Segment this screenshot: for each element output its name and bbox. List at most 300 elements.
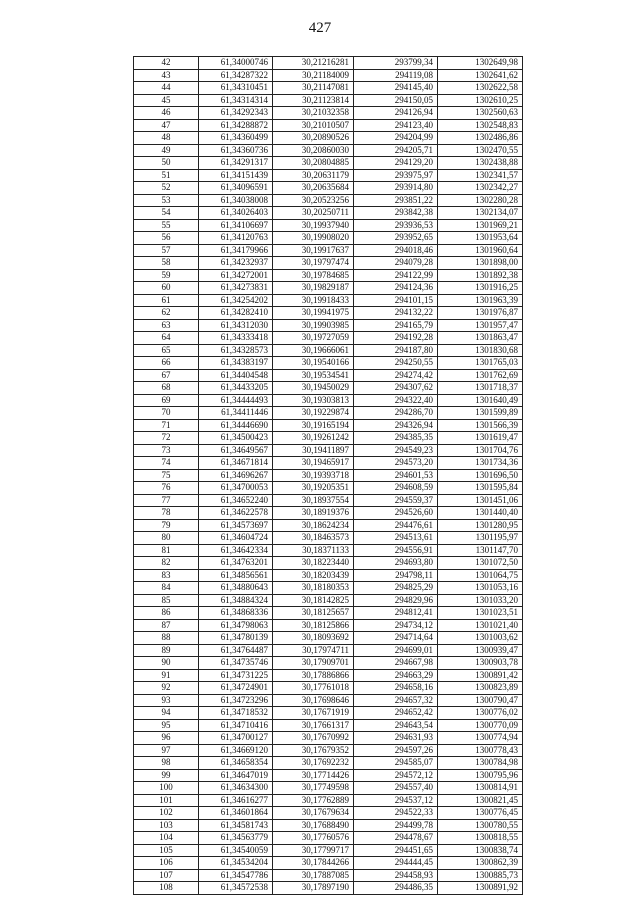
- point-number-cell: 42: [134, 57, 199, 70]
- point-number-cell: 68: [134, 382, 199, 395]
- x-coordinate-cell: 293851,22: [354, 194, 438, 207]
- y-coordinate-cell: 1301969,21: [438, 219, 523, 232]
- latitude-cell: 61,34404548: [199, 369, 273, 382]
- longitude-cell: 30,19393718: [273, 469, 354, 482]
- longitude-cell: 30,21010507: [273, 119, 354, 132]
- longitude-cell: 30,19727059: [273, 332, 354, 345]
- latitude-cell: 61,34601864: [199, 807, 273, 820]
- x-coordinate-cell: 294513,61: [354, 532, 438, 545]
- point-number-cell: 77: [134, 494, 199, 507]
- table-row: [134, 244, 523, 257]
- x-coordinate-cell: 294798,11: [354, 569, 438, 582]
- y-coordinate-cell: 1300814,91: [438, 782, 523, 795]
- x-coordinate-cell: 294667,98: [354, 657, 438, 670]
- x-coordinate-cell: 294597,26: [354, 744, 438, 757]
- x-coordinate-cell: 294119,08: [354, 69, 438, 82]
- x-coordinate-cell: 294714,64: [354, 632, 438, 645]
- x-coordinate-cell: 293952,65: [354, 232, 438, 245]
- x-coordinate-cell: 294663,29: [354, 669, 438, 682]
- x-coordinate-cell: 294150,05: [354, 94, 438, 107]
- table-row: [134, 144, 523, 157]
- longitude-cell: 30,18093692: [273, 632, 354, 645]
- table-row: [134, 332, 523, 345]
- longitude-cell: 30,19540166: [273, 357, 354, 370]
- y-coordinate-cell: 1301595,84: [438, 482, 523, 495]
- y-coordinate-cell: 1301021,40: [438, 619, 523, 632]
- point-number-cell: 70: [134, 407, 199, 420]
- y-coordinate-cell: 1301619,47: [438, 432, 523, 445]
- table-row: [134, 707, 523, 720]
- longitude-cell: 30,17887085: [273, 869, 354, 882]
- x-coordinate-cell: 294018,46: [354, 244, 438, 257]
- table-row: [134, 194, 523, 207]
- latitude-cell: 61,34534204: [199, 857, 273, 870]
- point-number-cell: 95: [134, 719, 199, 732]
- longitude-cell: 30,17749598: [273, 782, 354, 795]
- point-number-cell: 58: [134, 257, 199, 270]
- x-coordinate-cell: 294585,07: [354, 757, 438, 770]
- table-row: [134, 832, 523, 845]
- latitude-cell: 61,34573697: [199, 519, 273, 532]
- longitude-cell: 30,19303813: [273, 394, 354, 407]
- y-coordinate-cell: 1301957,47: [438, 319, 523, 332]
- x-coordinate-cell: 294526,60: [354, 507, 438, 520]
- latitude-cell: 61,34314314: [199, 94, 273, 107]
- y-coordinate-cell: 1300885,73: [438, 869, 523, 882]
- table-row: [134, 594, 523, 607]
- y-coordinate-cell: 1300821,45: [438, 794, 523, 807]
- table-row: [134, 519, 523, 532]
- x-coordinate-cell: 294145,40: [354, 82, 438, 95]
- x-coordinate-cell: 294829,96: [354, 594, 438, 607]
- latitude-cell: 61,34000746: [199, 57, 273, 70]
- y-coordinate-cell: 1301033,20: [438, 594, 523, 607]
- table-row: [134, 82, 523, 95]
- x-coordinate-cell: 294499,78: [354, 819, 438, 832]
- point-number-cell: 89: [134, 644, 199, 657]
- latitude-cell: 61,34500423: [199, 432, 273, 445]
- latitude-cell: 61,34647019: [199, 769, 273, 782]
- point-number-cell: 90: [134, 657, 199, 670]
- longitude-cell: 30,18203439: [273, 569, 354, 582]
- longitude-cell: 30,19908020: [273, 232, 354, 245]
- latitude-cell: 61,34292343: [199, 107, 273, 120]
- latitude-cell: 61,34411446: [199, 407, 273, 420]
- x-coordinate-cell: 294458,93: [354, 869, 438, 882]
- table-row: [134, 169, 523, 182]
- point-number-cell: 93: [134, 694, 199, 707]
- table-row: [134, 307, 523, 320]
- x-coordinate-cell: 294250,55: [354, 357, 438, 370]
- latitude-cell: 61,34718532: [199, 707, 273, 720]
- table-row: [134, 282, 523, 295]
- y-coordinate-cell: 1302560,63: [438, 107, 523, 120]
- longitude-cell: 30,21184009: [273, 69, 354, 82]
- point-number-cell: 86: [134, 607, 199, 620]
- table-row: [134, 219, 523, 232]
- longitude-cell: 30,18223440: [273, 557, 354, 570]
- latitude-cell: 61,34287322: [199, 69, 273, 82]
- x-coordinate-cell: 293799,34: [354, 57, 438, 70]
- y-coordinate-cell: 1301280,95: [438, 519, 523, 532]
- x-coordinate-cell: 294322,40: [354, 394, 438, 407]
- x-coordinate-cell: 294825,29: [354, 582, 438, 595]
- table-row: [134, 257, 523, 270]
- y-coordinate-cell: 1301863,47: [438, 332, 523, 345]
- latitude-cell: 61,34273831: [199, 282, 273, 295]
- latitude-cell: 61,34272001: [199, 269, 273, 282]
- point-number-cell: 75: [134, 469, 199, 482]
- y-coordinate-cell: 1302342,27: [438, 182, 523, 195]
- latitude-cell: 61,34282410: [199, 307, 273, 320]
- latitude-cell: 61,34291317: [199, 157, 273, 170]
- x-coordinate-cell: 294652,42: [354, 707, 438, 720]
- y-coordinate-cell: 1302438,88: [438, 157, 523, 170]
- latitude-cell: 61,34710416: [199, 719, 273, 732]
- y-coordinate-cell: 1301053,16: [438, 582, 523, 595]
- table-row: [134, 719, 523, 732]
- x-coordinate-cell: 293914,80: [354, 182, 438, 195]
- point-number-cell: 67: [134, 369, 199, 382]
- point-number-cell: 104: [134, 832, 199, 845]
- x-coordinate-cell: 294608,59: [354, 482, 438, 495]
- y-coordinate-cell: 1302548,83: [438, 119, 523, 132]
- longitude-cell: 30,19829187: [273, 282, 354, 295]
- x-coordinate-cell: 294478,67: [354, 832, 438, 845]
- latitude-cell: 61,34433205: [199, 382, 273, 395]
- y-coordinate-cell: 1301003,62: [438, 632, 523, 645]
- y-coordinate-cell: 1301072,50: [438, 557, 523, 570]
- point-number-cell: 56: [134, 232, 199, 245]
- table-row: [134, 419, 523, 432]
- latitude-cell: 61,34780139: [199, 632, 273, 645]
- latitude-cell: 61,34723296: [199, 694, 273, 707]
- longitude-cell: 30,18125657: [273, 607, 354, 620]
- longitude-cell: 30,18937554: [273, 494, 354, 507]
- longitude-cell: 30,19534541: [273, 369, 354, 382]
- point-number-cell: 78: [134, 507, 199, 520]
- y-coordinate-cell: 1300784,98: [438, 757, 523, 770]
- latitude-cell: 61,34310451: [199, 82, 273, 95]
- x-coordinate-cell: 294812,41: [354, 607, 438, 620]
- table-row: [134, 569, 523, 582]
- x-coordinate-cell: 294274,42: [354, 369, 438, 382]
- table-row: [134, 844, 523, 857]
- x-coordinate-cell: 294204,99: [354, 132, 438, 145]
- x-coordinate-cell: 294537,12: [354, 794, 438, 807]
- point-number-cell: 108: [134, 882, 199, 895]
- y-coordinate-cell: 1300862,39: [438, 857, 523, 870]
- longitude-cell: 30,19205351: [273, 482, 354, 495]
- coordinates-table: [133, 56, 523, 895]
- table-row: [134, 669, 523, 682]
- x-coordinate-cell: 294132,22: [354, 307, 438, 320]
- x-coordinate-cell: 294187,80: [354, 344, 438, 357]
- point-number-cell: 80: [134, 532, 199, 545]
- longitude-cell: 30,19165194: [273, 419, 354, 432]
- latitude-cell: 61,34764487: [199, 644, 273, 657]
- latitude-cell: 61,34151439: [199, 169, 273, 182]
- x-coordinate-cell: 294658,16: [354, 682, 438, 695]
- table-row: [134, 57, 523, 70]
- y-coordinate-cell: 1301976,87: [438, 307, 523, 320]
- latitude-cell: 61,34360736: [199, 144, 273, 157]
- point-number-cell: 57: [134, 244, 199, 257]
- y-coordinate-cell: 1301734,36: [438, 457, 523, 470]
- longitude-cell: 30,20250711: [273, 207, 354, 220]
- x-coordinate-cell: 294307,62: [354, 382, 438, 395]
- longitude-cell: 30,17897190: [273, 882, 354, 895]
- longitude-cell: 30,19797474: [273, 257, 354, 270]
- table-row: [134, 882, 523, 895]
- y-coordinate-cell: 1300774,94: [438, 732, 523, 745]
- point-number-cell: 107: [134, 869, 199, 882]
- table-row: [134, 782, 523, 795]
- y-coordinate-cell: 1302486,86: [438, 132, 523, 145]
- point-number-cell: 73: [134, 444, 199, 457]
- longitude-cell: 30,19465917: [273, 457, 354, 470]
- x-coordinate-cell: 294192,28: [354, 332, 438, 345]
- x-coordinate-cell: 294699,01: [354, 644, 438, 657]
- y-coordinate-cell: 1301704,76: [438, 444, 523, 457]
- longitude-cell: 30,17688490: [273, 819, 354, 832]
- longitude-cell: 30,17886866: [273, 669, 354, 682]
- table-row: [134, 494, 523, 507]
- latitude-cell: 61,34642334: [199, 544, 273, 557]
- y-coordinate-cell: 1302280,28: [438, 194, 523, 207]
- latitude-cell: 61,34649567: [199, 444, 273, 457]
- point-number-cell: 54: [134, 207, 199, 220]
- point-number-cell: 72: [134, 432, 199, 445]
- latitude-cell: 61,34634300: [199, 782, 273, 795]
- latitude-cell: 61,34106697: [199, 219, 273, 232]
- table-row: [134, 857, 523, 870]
- latitude-cell: 61,34096591: [199, 182, 273, 195]
- x-coordinate-cell: 294559,37: [354, 494, 438, 507]
- y-coordinate-cell: 1302134,07: [438, 207, 523, 220]
- latitude-cell: 61,34880643: [199, 582, 273, 595]
- x-coordinate-cell: 293975,97: [354, 169, 438, 182]
- latitude-cell: 61,34798063: [199, 619, 273, 632]
- y-coordinate-cell: 1302610,25: [438, 94, 523, 107]
- longitude-cell: 30,17692232: [273, 757, 354, 770]
- point-number-cell: 45: [134, 94, 199, 107]
- point-number-cell: 69: [134, 394, 199, 407]
- longitude-cell: 30,20635684: [273, 182, 354, 195]
- coordinates-table-body: [134, 57, 523, 895]
- table-row: [134, 94, 523, 107]
- latitude-cell: 61,34856561: [199, 569, 273, 582]
- y-coordinate-cell: 1301451,06: [438, 494, 523, 507]
- point-number-cell: 96: [134, 732, 199, 745]
- table-row: [134, 557, 523, 570]
- table-row: [134, 182, 523, 195]
- x-coordinate-cell: 294693,80: [354, 557, 438, 570]
- y-coordinate-cell: 1301696,50: [438, 469, 523, 482]
- x-coordinate-cell: 294129,20: [354, 157, 438, 170]
- longitude-cell: 30,19903985: [273, 319, 354, 332]
- point-number-cell: 99: [134, 769, 199, 782]
- table-row: [134, 732, 523, 745]
- longitude-cell: 30,19941975: [273, 307, 354, 320]
- x-coordinate-cell: 294126,94: [354, 107, 438, 120]
- latitude-cell: 61,34700127: [199, 732, 273, 745]
- x-coordinate-cell: 294444,45: [354, 857, 438, 870]
- x-coordinate-cell: 294573,20: [354, 457, 438, 470]
- point-number-cell: 76: [134, 482, 199, 495]
- latitude-cell: 61,34563779: [199, 832, 273, 845]
- table-row: [134, 769, 523, 782]
- latitude-cell: 61,34333418: [199, 332, 273, 345]
- point-number-cell: 101: [134, 794, 199, 807]
- point-number-cell: 103: [134, 819, 199, 832]
- x-coordinate-cell: 294557,40: [354, 782, 438, 795]
- y-coordinate-cell: 1301916,25: [438, 282, 523, 295]
- y-coordinate-cell: 1301830,68: [438, 344, 523, 357]
- point-number-cell: 64: [134, 332, 199, 345]
- point-number-cell: 88: [134, 632, 199, 645]
- table-row: [134, 607, 523, 620]
- table-row: [134, 407, 523, 420]
- table-row: [134, 344, 523, 357]
- point-number-cell: 60: [134, 282, 199, 295]
- x-coordinate-cell: 294549,23: [354, 444, 438, 457]
- x-coordinate-cell: 294205,71: [354, 144, 438, 157]
- longitude-cell: 30,17762889: [273, 794, 354, 807]
- x-coordinate-cell: 294522,33: [354, 807, 438, 820]
- point-number-cell: 55: [134, 219, 199, 232]
- table-row: [134, 532, 523, 545]
- latitude-cell: 61,34547786: [199, 869, 273, 882]
- longitude-cell: 30,17661317: [273, 719, 354, 732]
- latitude-cell: 61,34312030: [199, 319, 273, 332]
- table-row: [134, 469, 523, 482]
- point-number-cell: 98: [134, 757, 199, 770]
- point-number-cell: 87: [134, 619, 199, 632]
- longitude-cell: 30,19784685: [273, 269, 354, 282]
- y-coordinate-cell: 1301953,64: [438, 232, 523, 245]
- x-coordinate-cell: 294451,65: [354, 844, 438, 857]
- point-number-cell: 65: [134, 344, 199, 357]
- table-row: [134, 269, 523, 282]
- longitude-cell: 30,20523256: [273, 194, 354, 207]
- latitude-cell: 61,34572538: [199, 882, 273, 895]
- table-row: [134, 582, 523, 595]
- x-coordinate-cell: 293936,53: [354, 219, 438, 232]
- y-coordinate-cell: 1301195,97: [438, 532, 523, 545]
- y-coordinate-cell: 1300818,55: [438, 832, 523, 845]
- table-row: [134, 619, 523, 632]
- point-number-cell: 63: [134, 319, 199, 332]
- point-number-cell: 49: [134, 144, 199, 157]
- longitude-cell: 30,17679352: [273, 744, 354, 757]
- table-row: [134, 319, 523, 332]
- latitude-cell: 61,34622578: [199, 507, 273, 520]
- table-row: [134, 157, 523, 170]
- table-row: [134, 132, 523, 145]
- longitude-cell: 30,18919376: [273, 507, 354, 520]
- table-row: [134, 369, 523, 382]
- latitude-cell: 61,34658354: [199, 757, 273, 770]
- y-coordinate-cell: 1300790,47: [438, 694, 523, 707]
- x-coordinate-cell: 294123,40: [354, 119, 438, 132]
- longitude-cell: 30,20890526: [273, 132, 354, 145]
- table-row: [134, 394, 523, 407]
- y-coordinate-cell: 1301566,39: [438, 419, 523, 432]
- longitude-cell: 30,17799717: [273, 844, 354, 857]
- x-coordinate-cell: 294601,53: [354, 469, 438, 482]
- table-row: [134, 294, 523, 307]
- table-row: [134, 644, 523, 657]
- longitude-cell: 30,21032358: [273, 107, 354, 120]
- longitude-cell: 30,18180353: [273, 582, 354, 595]
- y-coordinate-cell: 1302470,55: [438, 144, 523, 157]
- longitude-cell: 30,17974711: [273, 644, 354, 657]
- y-coordinate-cell: 1302622,58: [438, 82, 523, 95]
- longitude-cell: 30,17698646: [273, 694, 354, 707]
- longitude-cell: 30,17670992: [273, 732, 354, 745]
- latitude-cell: 61,34735746: [199, 657, 273, 670]
- table-row: [134, 482, 523, 495]
- point-number-cell: 105: [134, 844, 199, 857]
- table-row: [134, 744, 523, 757]
- y-coordinate-cell: 1301599,89: [438, 407, 523, 420]
- latitude-cell: 61,34616277: [199, 794, 273, 807]
- point-number-cell: 81: [134, 544, 199, 557]
- table-row: [134, 869, 523, 882]
- x-coordinate-cell: 294486,35: [354, 882, 438, 895]
- y-coordinate-cell: 1301898,00: [438, 257, 523, 270]
- latitude-cell: 61,34700053: [199, 482, 273, 495]
- longitude-cell: 30,19918433: [273, 294, 354, 307]
- table-row: [134, 819, 523, 832]
- point-number-cell: 79: [134, 519, 199, 532]
- table-row: [134, 794, 523, 807]
- x-coordinate-cell: 294286,70: [354, 407, 438, 420]
- latitude-cell: 61,34288872: [199, 119, 273, 132]
- x-coordinate-cell: 294476,61: [354, 519, 438, 532]
- point-number-cell: 85: [134, 594, 199, 607]
- latitude-cell: 61,34038008: [199, 194, 273, 207]
- point-number-cell: 53: [134, 194, 199, 207]
- table-row: [134, 232, 523, 245]
- x-coordinate-cell: 294643,54: [354, 719, 438, 732]
- point-number-cell: 82: [134, 557, 199, 570]
- y-coordinate-cell: 1301765,03: [438, 357, 523, 370]
- point-number-cell: 102: [134, 807, 199, 820]
- latitude-cell: 61,34360499: [199, 132, 273, 145]
- point-number-cell: 94: [134, 707, 199, 720]
- longitude-cell: 30,20860030: [273, 144, 354, 157]
- longitude-cell: 30,21216281: [273, 57, 354, 70]
- table-row: [134, 207, 523, 220]
- latitude-cell: 61,34669120: [199, 744, 273, 757]
- y-coordinate-cell: 1300891,92: [438, 882, 523, 895]
- longitude-cell: 30,17760576: [273, 832, 354, 845]
- x-coordinate-cell: 294572,12: [354, 769, 438, 782]
- table-row: [134, 807, 523, 820]
- x-coordinate-cell: 294556,91: [354, 544, 438, 557]
- table-row: [134, 694, 523, 707]
- point-number-cell: 83: [134, 569, 199, 582]
- y-coordinate-cell: 1301064,75: [438, 569, 523, 582]
- longitude-cell: 30,18142825: [273, 594, 354, 607]
- point-number-cell: 51: [134, 169, 199, 182]
- point-number-cell: 52: [134, 182, 199, 195]
- y-coordinate-cell: 1300770,09: [438, 719, 523, 732]
- point-number-cell: 66: [134, 357, 199, 370]
- longitude-cell: 30,18463573: [273, 532, 354, 545]
